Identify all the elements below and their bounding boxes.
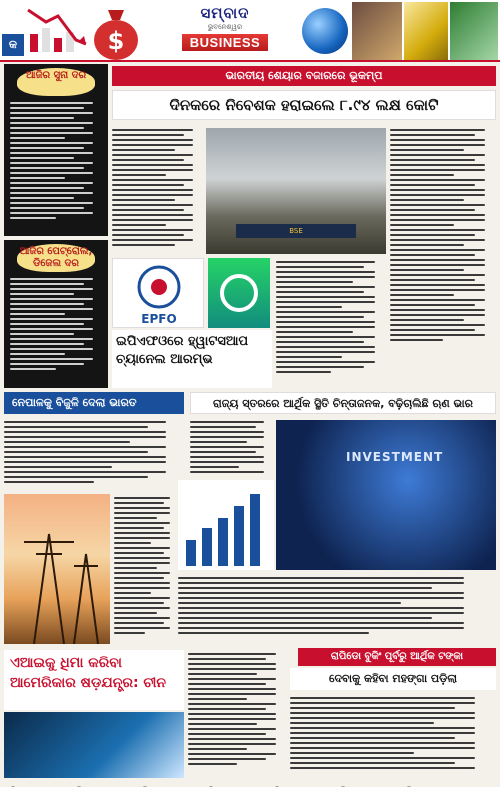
bar-graph-icon <box>178 480 274 570</box>
lead-story-column-3 <box>390 126 496 381</box>
whatsapp-icon <box>220 274 258 312</box>
economy-story-column-1 <box>190 418 272 478</box>
power-story-text <box>4 418 184 490</box>
epfo-emblem-icon <box>113 259 205 329</box>
brand-name: ସମ୍ବାଦ <box>200 4 250 22</box>
lead-story-kicker: ଭାରତୀୟ ଶେୟାର ବଜାରରେ ଭୂକମ୍ପ <box>112 66 496 86</box>
epfo-logo <box>112 258 204 328</box>
fuel-rate-text <box>4 272 108 376</box>
masthead-photo-money <box>352 2 402 60</box>
fuel-rate-box <box>4 240 108 388</box>
lead-story-column-2 <box>276 258 386 383</box>
transmission-tower-icon <box>4 494 110 644</box>
investment-photo <box>276 420 496 570</box>
economy-story-headline: ରାଜ୍ୟ ସ୍ତରରେ ଆର୍ଥିକ ସ୍ଥିତି ଚିନ୍ତାଜନକ, ବଢ଼ିଚାଲିଛି ଋଣ ଭାର <box>190 392 496 414</box>
gold-rate-heading: ଆଜିର ସୁନା ଦର <box>17 68 95 96</box>
bse-building-photo <box>206 128 386 254</box>
epfo-logo-text: EPFO <box>141 312 177 326</box>
ai-story-headline: ଏଆଇକୁ ଧିମା କରିବା ଆମେରିକାର ଷଡ଼ଯନ୍ତ୍ର: ଚୀନ <box>4 650 184 710</box>
lead-story-column-1 <box>112 126 202 256</box>
ai-robot-photo <box>4 712 184 778</box>
power-story-headline: ନେପାଳକୁ ବିଜୁଳି ଦେଲା ଭାରତ <box>4 392 184 414</box>
brand-tagline: ଭୁବନେଶ୍ୱର <box>207 23 243 31</box>
globe-icon <box>302 8 348 54</box>
masthead-photo-currency <box>450 2 498 60</box>
gold-rate-box <box>4 64 108 236</box>
print-registration-marks <box>10 777 490 783</box>
section-title: BUSINESS <box>182 34 268 51</box>
power-story-column-2 <box>114 494 176 644</box>
svg-text:$: $ <box>107 27 125 55</box>
epfo-story-headline: ଇପିଏଫଓରେ ହ୍ୱାଟସଆପ ଚ୍ୟାନେଲ ଆରମ୍ଭ <box>112 330 272 388</box>
money-bag-icon <box>90 6 142 60</box>
economy-story-columns <box>178 574 496 644</box>
ai-story-text <box>188 650 286 778</box>
masthead-photo-gold-bars <box>404 2 448 60</box>
rupee-story-text <box>290 694 496 778</box>
rupee-story-headline: ଦେବାକୁ କହିବା ମହଙ୍ଗା ପଡ଼ିଲା <box>290 668 496 690</box>
power-tower-photo <box>4 494 110 644</box>
edition-badge: କ <box>2 34 24 56</box>
investment-photo-label: INVESTMENT <box>346 450 444 464</box>
whatsapp-logo <box>208 258 270 328</box>
masthead <box>0 0 500 62</box>
brand-logo <box>150 4 300 58</box>
lead-story-headline: ଦିନକରେ ନିବେଶକ ହରାଇଲେ ୮.୯୪ ଲକ୍ଷ କୋଟି <box>112 90 496 120</box>
bse-sign: BSE <box>236 224 356 238</box>
rupee-story-kicker: ରାପିଡୋ ବୁକିଂ ପୂର୍ବରୁ ଆର୍ଥିକ ଟଙ୍କା <box>298 648 496 666</box>
gold-rate-text <box>4 96 108 225</box>
economy-bar-graphic <box>178 480 274 570</box>
falling-graph-icon <box>26 4 90 56</box>
fuel-rate-heading: ଆଜିର ପେଟ୍ରୋଲ, ଡିଜେଲ ଦର <box>17 244 95 272</box>
